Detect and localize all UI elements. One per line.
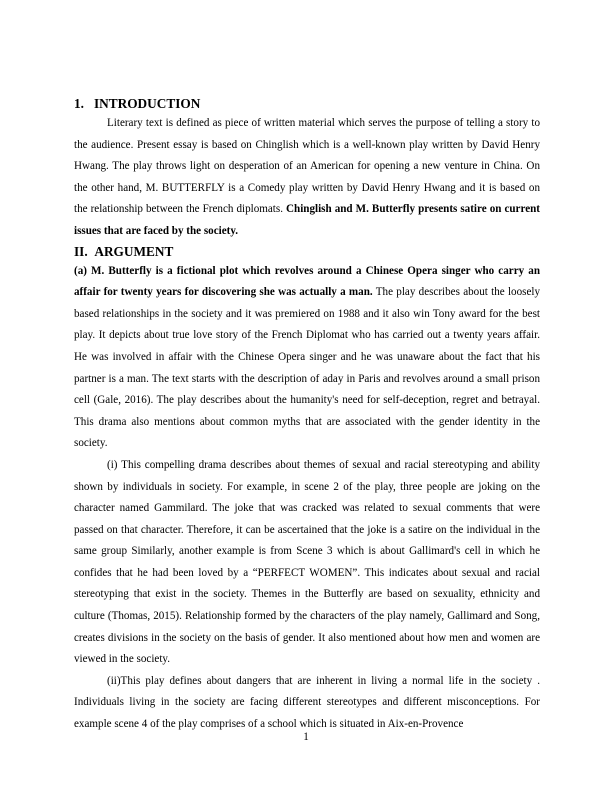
section-number: 1. [74, 96, 84, 111]
paragraph-text: (ii)This play defines about dangers that are inherent in living a normal life in the society . Individuals living in the society are facing different stereotypes and different misconceptions. For example scene 4 of the play comprises of a school which is situated in Aix-en-Provence [74, 674, 540, 731]
argument-paragraph-a [74, 261, 540, 455]
paragraph-text: Literary text is defined as piece of written material which serves the purpose of telling a story to the audience. Present essay is based on Chinglish which is a well-known play written by David Henry Hwang. The play throws light on desperation of an American for opening a new venture in China. On the other hand, M. BUTTERFLY is a Comedy play written by David Henry Hwang and it is based on the relationship between the French diplomats. [74, 117, 540, 216]
section-title: ARGUMENT [94, 243, 174, 259]
section-number: II. [74, 243, 88, 259]
paragraph-text: The play describes about the loosely based relationships in the society and it was premiered on 1988 and it also win Tony award for the best play. It depicts about true love story of the French Diplomat who has carried out a twenty years affair. He was involved in affair with the Chinese Opera singer and he was unaware about the fact that his partner is a man. The text starts with the description of aday in Paris and revolves around a small prison cell (Gale, 2016). The play describes about the humanity's need for self-deception, regret and betrayal. This drama also mentions about common myths that are associated with the gender identity in the society. [74, 286, 540, 450]
section-heading-introduction [74, 95, 540, 113]
section-heading-argument [74, 243, 540, 261]
introduction-paragraph [74, 113, 540, 243]
argument-paragraph-ii [74, 671, 540, 736]
document-body [74, 95, 540, 736]
argument-paragraph-i [74, 455, 540, 671]
section-title: INTRODUCTION [93, 96, 201, 111]
page-number: 1 [303, 731, 309, 743]
paragraph-bold-text: Chinglish and M. Butterfly presents satire on current issues that are faced by the society. [74, 203, 540, 237]
paragraph-bold-text: (a) M. Butterfly is a fictional plot which revolves around a Chinese Opera singer who carry an affair for twenty years for discovering she was actually a man. [74, 264, 540, 299]
paragraph-text: (i) This compelling drama describes about themes of sexual and racial stereotyping and ability shown by individuals in society. For example, in scene 2 of the play, three people are joking on the character named Gammilard. The joke that was cracked was related to sexual comments that were passed on that character. Therefore, it can be ascertained that the joke is a satire on the individual in the same group Similarly, another example is from Scene 3 which is about Gallimard's cell in which he confides that he had been loved by a “PERFECT WOMEN”. This indicates about sexual and racial stereotyping that exist in the society. Themes in the Butterfly are based on sexuality, ethnicity and culture (Thomas, 2015). Relationship formed by the characters of the play namely, Gallimard and Song, creates divisions in the society on the basis of gender. It also mentioned about how men and women are viewed in the society. [74, 458, 540, 666]
